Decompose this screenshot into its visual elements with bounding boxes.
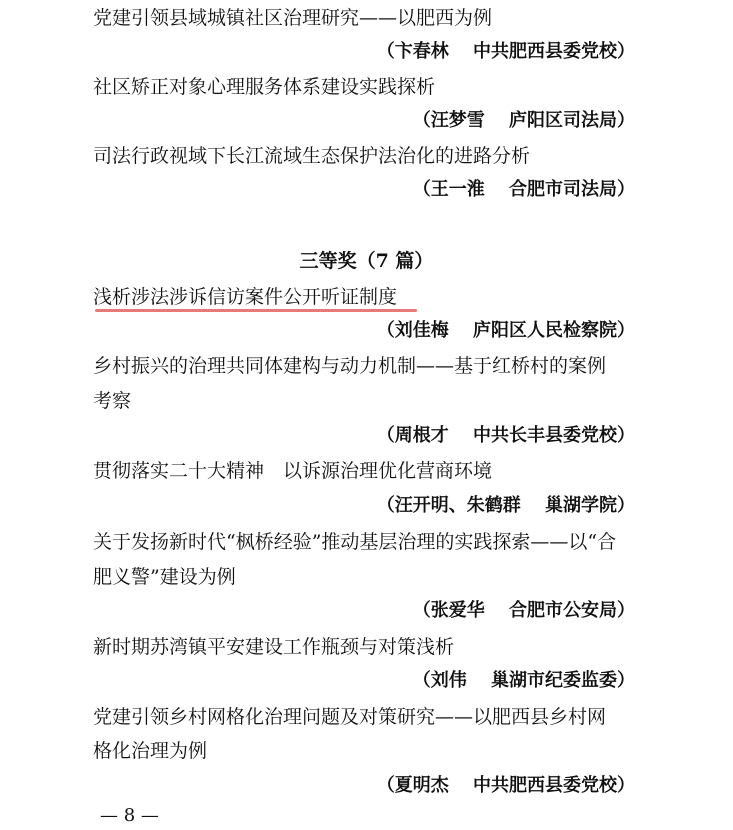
page-number: — 8 — (100, 805, 159, 826)
entry-title-line: 乡村振兴的治理共同体建构与动力机制——基于红桥村的案例 (93, 355, 607, 377)
entry-title-line: 党建引领乡村网格化治理问题及对策研究——以肥西县乡村网 (93, 706, 607, 728)
entry-title-line: 关于发扬新时代“枫桥经验”推动基层治理的实践探索——以“合 (93, 531, 617, 553)
entry-author: （周根才 中共长丰县委党校） (376, 425, 635, 446)
entry-title: 新时期苏湾镇平安建设工作瓶颈与对策浅析 (93, 636, 455, 658)
entry-title: 司法行政视域下长江流域生态保护法治化的进路分析 (93, 145, 531, 167)
entry-author: （夏明杰 中共肥西县委党校） (376, 775, 635, 796)
entry-author: （刘佳梅 庐阳区人民检察院） (376, 320, 635, 341)
highlight-underline (95, 309, 417, 312)
entry-author: （张爱华 合肥市公安局） (412, 600, 635, 621)
entry-title-line: 格化治理为例 (93, 740, 208, 762)
entry-title: 社区矫正对象心理服务体系建设实践探析 (93, 76, 436, 98)
entry-author: （卞春林 中共肥西县委党校） (376, 41, 635, 62)
entry-title-line: 肥义警”建设为例 (93, 566, 236, 588)
entry-author: （王一淮 合肥市司法局） (412, 179, 635, 200)
section-heading: 三等奖（7 篇） (299, 250, 434, 272)
entry-title-line: 考察 (93, 390, 132, 412)
entry-title: 贯彻落实二十大精神 以诉源治理优化营商环境 (93, 460, 493, 482)
entry-title-highlighted: 浅析涉法涉诉信访案件公开听证制度 (93, 286, 398, 308)
entry-author: （汪开明、朱鹤群 巢湖学院） (376, 495, 635, 516)
entry-author: （刘伟 巢湖市纪委监委） (412, 670, 635, 691)
entry-author: （汪梦雪 庐阳区司法局） (412, 110, 635, 131)
entry-title: 党建引领县域城镇社区治理研究——以肥西为例 (93, 7, 493, 29)
